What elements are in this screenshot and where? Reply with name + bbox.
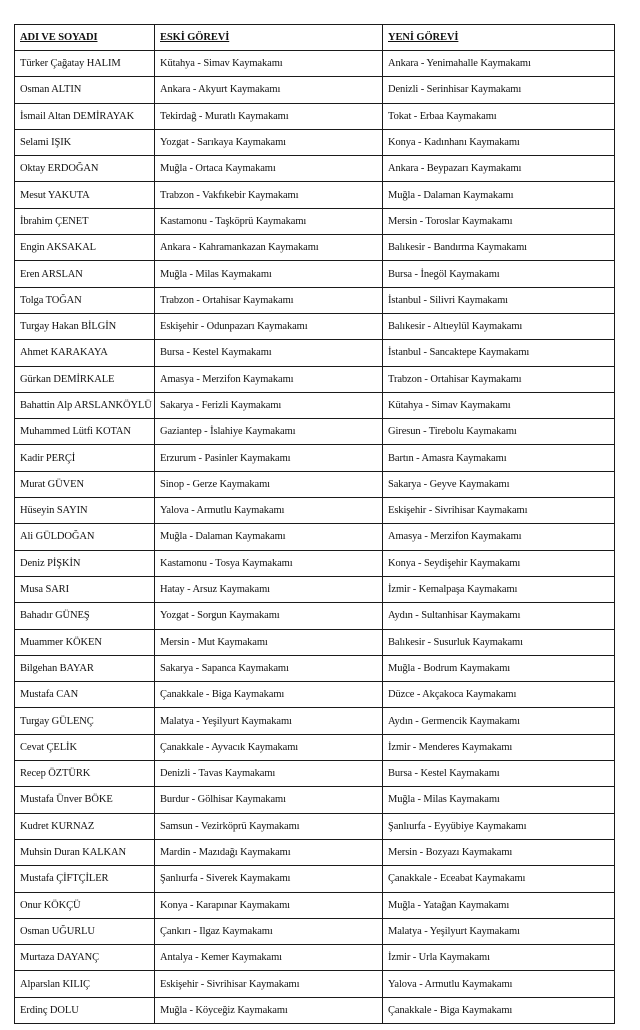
cell-new-post: Muğla - Yatağan Kaymakamı bbox=[383, 892, 615, 918]
cell-new-post: Çanakkale - Eceabat Kaymakamı bbox=[383, 866, 615, 892]
cell-new-post: İstanbul - Silivri Kaymakamı bbox=[383, 287, 615, 313]
cell-name: Mustafa Ünver BÖKE bbox=[15, 787, 155, 813]
cell-new-post: Denizli - Serinhisar Kaymakamı bbox=[383, 77, 615, 103]
table-row bbox=[15, 603, 615, 629]
table-header bbox=[15, 25, 615, 51]
cell-old-post: Eskişehir - Odunpazarı Kaymakamı bbox=[155, 313, 383, 339]
cell-name: Kudret KURNAZ bbox=[15, 813, 155, 839]
header-new-post: YENİ GÖREVİ bbox=[383, 25, 615, 51]
cell-old-post: Kastamonu - Taşköprü Kaymakamı bbox=[155, 208, 383, 234]
table-row bbox=[15, 419, 615, 445]
cell-name: Musa SARI bbox=[15, 576, 155, 602]
cell-old-post: Şanlıurfa - Siverek Kaymakamı bbox=[155, 866, 383, 892]
cell-old-post: Yalova - Armutlu Kaymakamı bbox=[155, 498, 383, 524]
cell-old-post: Trabzon - Ortahisar Kaymakamı bbox=[155, 287, 383, 313]
cell-new-post: İzmir - Urla Kaymakamı bbox=[383, 945, 615, 971]
table-row bbox=[15, 761, 615, 787]
table-row bbox=[15, 971, 615, 997]
cell-old-post: Kastamonu - Tosya Kaymakamı bbox=[155, 550, 383, 576]
cell-old-post: Denizli - Tavas Kaymakamı bbox=[155, 761, 383, 787]
cell-name: Muammer KÖKEN bbox=[15, 629, 155, 655]
table-row bbox=[15, 392, 615, 418]
table-row bbox=[15, 498, 615, 524]
cell-old-post: Tekirdağ - Muratlı Kaymakamı bbox=[155, 103, 383, 129]
cell-new-post: Aydın - Germencik Kaymakamı bbox=[383, 708, 615, 734]
table-row bbox=[15, 997, 615, 1023]
cell-name: Engin AKSAKAL bbox=[15, 235, 155, 261]
cell-new-post: Konya - Seydişehir Kaymakamı bbox=[383, 550, 615, 576]
cell-new-post: Balıkesir - Bandırma Kaymakamı bbox=[383, 235, 615, 261]
table-row bbox=[15, 313, 615, 339]
cell-new-post: Malatya - Yeşilyurt Kaymakamı bbox=[383, 918, 615, 944]
cell-new-post: Ankara - Beypazarı Kaymakamı bbox=[383, 156, 615, 182]
cell-new-post: Amasya - Merzifon Kaymakamı bbox=[383, 524, 615, 550]
cell-new-post: Kütahya - Simav Kaymakamı bbox=[383, 392, 615, 418]
cell-name: Türker Çağatay HALIM bbox=[15, 51, 155, 77]
cell-old-post: Muğla - Köyceğiz Kaymakamı bbox=[155, 997, 383, 1023]
cell-name: Hüseyin SAYIN bbox=[15, 498, 155, 524]
cell-name: Alparslan KILIÇ bbox=[15, 971, 155, 997]
cell-new-post: İzmir - Kemalpaşa Kaymakamı bbox=[383, 576, 615, 602]
cell-old-post: Burdur - Gölhisar Kaymakamı bbox=[155, 787, 383, 813]
table-row bbox=[15, 340, 615, 366]
table-row bbox=[15, 235, 615, 261]
cell-new-post: Konya - Kadınhanı Kaymakamı bbox=[383, 129, 615, 155]
table-row bbox=[15, 655, 615, 681]
cell-new-post: Sakarya - Geyve Kaymakamı bbox=[383, 471, 615, 497]
cell-name: Murtaza DAYANÇ bbox=[15, 945, 155, 971]
cell-new-post: Şanlıurfa - Eyyübiye Kaymakamı bbox=[383, 813, 615, 839]
cell-new-post: Ankara - Yenimahalle Kaymakamı bbox=[383, 51, 615, 77]
table-row bbox=[15, 918, 615, 944]
cell-name: Turgay GÜLENÇ bbox=[15, 708, 155, 734]
table-row bbox=[15, 261, 615, 287]
cell-name: Muhsin Duran KALKAN bbox=[15, 839, 155, 865]
cell-name: Bilgehan BAYAR bbox=[15, 655, 155, 681]
cell-old-post: Samsun - Vezirköprü Kaymakamı bbox=[155, 813, 383, 839]
cell-name: Erdinç DOLU bbox=[15, 997, 155, 1023]
table-row bbox=[15, 682, 615, 708]
cell-new-post: İzmir - Menderes Kaymakamı bbox=[383, 734, 615, 760]
cell-name: Osman UĞURLU bbox=[15, 918, 155, 944]
cell-name: Ali GÜLDOĞAN bbox=[15, 524, 155, 550]
cell-name: Tolga TOĞAN bbox=[15, 287, 155, 313]
cell-old-post: Erzurum - Pasinler Kaymakamı bbox=[155, 445, 383, 471]
cell-old-post: Ankara - Akyurt Kaymakamı bbox=[155, 77, 383, 103]
cell-name: Ahmet KARAKAYA bbox=[15, 340, 155, 366]
cell-old-post: Hatay - Arsuz Kaymakamı bbox=[155, 576, 383, 602]
cell-old-post: Çanakkale - Biga Kaymakamı bbox=[155, 682, 383, 708]
table-row bbox=[15, 445, 615, 471]
table-row bbox=[15, 734, 615, 760]
cell-new-post: Yalova - Armutlu Kaymakamı bbox=[383, 971, 615, 997]
cell-name: Mustafa CAN bbox=[15, 682, 155, 708]
cell-name: Selami IŞIK bbox=[15, 129, 155, 155]
cell-old-post: Gaziantep - İslahiye Kaymakamı bbox=[155, 419, 383, 445]
cell-old-post: Sinop - Gerze Kaymakamı bbox=[155, 471, 383, 497]
cell-new-post: Bursa - Kestel Kaymakamı bbox=[383, 761, 615, 787]
cell-name: İbrahim ÇENET bbox=[15, 208, 155, 234]
cell-name: Murat GÜVEN bbox=[15, 471, 155, 497]
table-row bbox=[15, 208, 615, 234]
cell-old-post: Ankara - Kahramankazan Kaymakamı bbox=[155, 235, 383, 261]
cell-old-post: Mardin - Mazıdağı Kaymakamı bbox=[155, 839, 383, 865]
cell-new-post: Muğla - Milas Kaymakamı bbox=[383, 787, 615, 813]
cell-old-post: Muğla - Milas Kaymakamı bbox=[155, 261, 383, 287]
table-body bbox=[15, 51, 615, 1024]
cell-name: Onur KÖKÇÜ bbox=[15, 892, 155, 918]
table-row bbox=[15, 366, 615, 392]
table-row bbox=[15, 103, 615, 129]
cell-old-post: Muğla - Dalaman Kaymakamı bbox=[155, 524, 383, 550]
cell-name: Cevat ÇELİK bbox=[15, 734, 155, 760]
appointment-table bbox=[14, 24, 615, 1024]
cell-name: İsmail Altan DEMİRAYAK bbox=[15, 103, 155, 129]
table-row bbox=[15, 866, 615, 892]
cell-name: Bahattin Alp ARSLANKÖYLÜ bbox=[15, 392, 155, 418]
cell-new-post: Mersin - Toroslar Kaymakamı bbox=[383, 208, 615, 234]
header-row bbox=[15, 25, 615, 51]
cell-name: Osman ALTIN bbox=[15, 77, 155, 103]
cell-new-post: Muğla - Dalaman Kaymakamı bbox=[383, 182, 615, 208]
table-row bbox=[15, 945, 615, 971]
cell-old-post: Antalya - Kemer Kaymakamı bbox=[155, 945, 383, 971]
cell-name: Turgay Hakan BİLGİN bbox=[15, 313, 155, 339]
cell-new-post: Trabzon - Ortahisar Kaymakamı bbox=[383, 366, 615, 392]
table-row bbox=[15, 892, 615, 918]
cell-old-post: Sakarya - Ferizli Kaymakamı bbox=[155, 392, 383, 418]
cell-new-post: İstanbul - Sancaktepe Kaymakamı bbox=[383, 340, 615, 366]
cell-old-post: Kütahya - Simav Kaymakamı bbox=[155, 51, 383, 77]
table-row bbox=[15, 77, 615, 103]
cell-old-post: Sakarya - Sapanca Kaymakamı bbox=[155, 655, 383, 681]
cell-name: Gürkan DEMİRKALE bbox=[15, 366, 155, 392]
cell-old-post: Trabzon - Vakfıkebir Kaymakamı bbox=[155, 182, 383, 208]
document-page bbox=[14, 24, 614, 1024]
cell-old-post: Amasya - Merzifon Kaymakamı bbox=[155, 366, 383, 392]
cell-name: Kadir PERÇİ bbox=[15, 445, 155, 471]
table-row bbox=[15, 156, 615, 182]
cell-name: Muhammed Lütfi KOTAN bbox=[15, 419, 155, 445]
table-row bbox=[15, 182, 615, 208]
cell-new-post: Bursa - İnegöl Kaymakamı bbox=[383, 261, 615, 287]
table-row bbox=[15, 51, 615, 77]
cell-old-post: Mersin - Mut Kaymakamı bbox=[155, 629, 383, 655]
cell-old-post: Konya - Karapınar Kaymakamı bbox=[155, 892, 383, 918]
cell-old-post: Muğla - Ortaca Kaymakamı bbox=[155, 156, 383, 182]
cell-new-post: Çanakkale - Biga Kaymakamı bbox=[383, 997, 615, 1023]
table-row bbox=[15, 471, 615, 497]
table-row bbox=[15, 839, 615, 865]
cell-old-post: Bursa - Kestel Kaymakamı bbox=[155, 340, 383, 366]
header-old-post: ESKİ GÖREVİ bbox=[155, 25, 383, 51]
cell-name: Recep ÖZTÜRK bbox=[15, 761, 155, 787]
cell-new-post: Düzce - Akçakoca Kaymakamı bbox=[383, 682, 615, 708]
cell-new-post: Aydın - Sultanhisar Kaymakamı bbox=[383, 603, 615, 629]
cell-new-post: Eskişehir - Sivrihisar Kaymakamı bbox=[383, 498, 615, 524]
cell-new-post: Bartın - Amasra Kaymakamı bbox=[383, 445, 615, 471]
cell-name: Oktay ERDOĞAN bbox=[15, 156, 155, 182]
table-row bbox=[15, 576, 615, 602]
table-row bbox=[15, 787, 615, 813]
cell-name: Bahadır GÜNEŞ bbox=[15, 603, 155, 629]
cell-new-post: Mersin - Bozyazı Kaymakamı bbox=[383, 839, 615, 865]
table-row bbox=[15, 708, 615, 734]
cell-new-post: Giresun - Tirebolu Kaymakamı bbox=[383, 419, 615, 445]
cell-name: Deniz PİŞKİN bbox=[15, 550, 155, 576]
table-row bbox=[15, 524, 615, 550]
table-row bbox=[15, 813, 615, 839]
cell-new-post: Muğla - Bodrum Kaymakamı bbox=[383, 655, 615, 681]
cell-name: Mustafa ÇİFTÇİLER bbox=[15, 866, 155, 892]
table-row bbox=[15, 129, 615, 155]
table-row bbox=[15, 629, 615, 655]
cell-old-post: Yozgat - Sorgun Kaymakamı bbox=[155, 603, 383, 629]
cell-old-post: Eskişehir - Sivrihisar Kaymakamı bbox=[155, 971, 383, 997]
table-row bbox=[15, 550, 615, 576]
cell-new-post: Balıkesir - Altıeylül Kaymakamı bbox=[383, 313, 615, 339]
cell-name: Eren ARSLAN bbox=[15, 261, 155, 287]
cell-new-post: Tokat - Erbaa Kaymakamı bbox=[383, 103, 615, 129]
header-name: ADI VE SOYADI bbox=[15, 25, 155, 51]
cell-old-post: Çankırı - Ilgaz Kaymakamı bbox=[155, 918, 383, 944]
cell-old-post: Çanakkale - Ayvacık Kaymakamı bbox=[155, 734, 383, 760]
cell-new-post: Balıkesir - Susurluk Kaymakamı bbox=[383, 629, 615, 655]
table-row bbox=[15, 287, 615, 313]
cell-name: Mesut YAKUTA bbox=[15, 182, 155, 208]
cell-old-post: Yozgat - Sarıkaya Kaymakamı bbox=[155, 129, 383, 155]
cell-old-post: Malatya - Yeşilyurt Kaymakamı bbox=[155, 708, 383, 734]
